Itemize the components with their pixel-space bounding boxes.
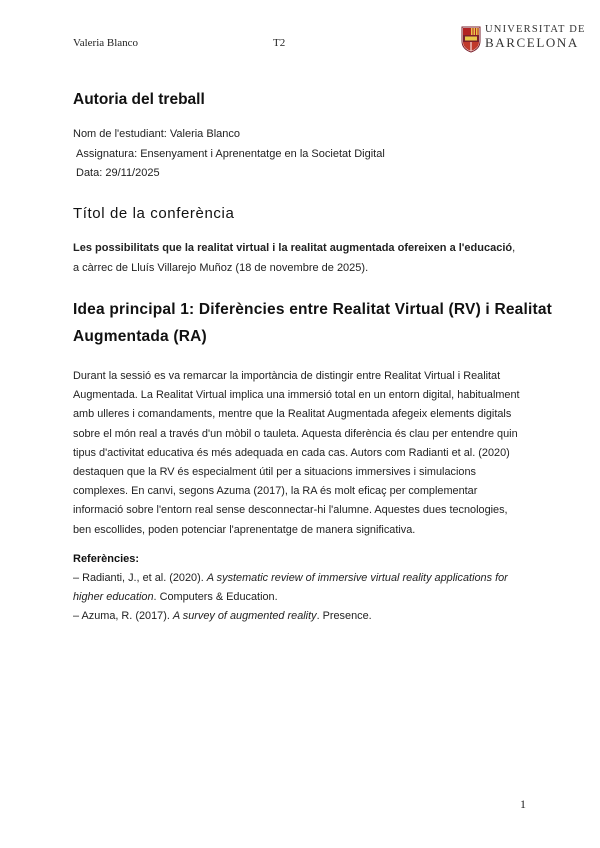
header-code: T2 xyxy=(273,37,286,49)
conference-title-end: , xyxy=(512,242,516,254)
reference-1 xyxy=(73,572,508,584)
idea-paragraph xyxy=(73,367,533,540)
ref1-title-a: A systematic review of immersive virtual reality applications for xyxy=(206,572,508,584)
paragraph-line: destaquen que la RV és especialment útil per a situacions immersives i simulacions xyxy=(73,466,476,479)
conference-speaker: a càrrec de Lluís Villarejo Muñoz (18 de novembre de 2025). xyxy=(73,262,369,274)
header-author: Valeria Blanco xyxy=(73,37,139,49)
paragraph-line: Durant la sessió es va remarcar la importància de distingir entre Realitat Virtual i Realitat xyxy=(73,370,501,382)
ref2-prefix: – Azuma, R. (2017). xyxy=(73,610,173,622)
ref2-title: A survey of augmented reality xyxy=(172,610,317,622)
ref1-title-b: higher education xyxy=(73,591,154,603)
ref1-suffix: . Computers & Education. xyxy=(153,591,278,603)
paragraph-line: complexes. En canvi, segons Azuma (2017), la RA és molt eficaç per complementar xyxy=(73,485,478,498)
page-number: 1 xyxy=(520,797,526,811)
ref1-prefix: – Radianti, J., et al. (2020). xyxy=(73,572,207,584)
paragraph-line: sobre el món real a través d'un mòbil o tauleta. Aquesta diferència és clau per entendre quin xyxy=(73,427,518,440)
paragraph-line: ben escollides, poden potenciar l'aprenentatge de manera significativa. xyxy=(73,523,416,536)
conference-title xyxy=(73,242,515,254)
reference-1-cont xyxy=(73,591,278,603)
paragraph-line: amb ulleres i comandaments, mentre que la Realitat Augmentada afegeix elements digitals xyxy=(73,408,512,421)
idea-title-line1: Idea principal 1: Diferències entre Realitat Virtual (RV) i Realitat xyxy=(73,301,553,318)
section-title-idea xyxy=(73,296,552,350)
section-title-conference: Títol de la conferència xyxy=(73,205,235,222)
idea-title-line2: Augmentada (RA) xyxy=(73,328,207,345)
reference-2 xyxy=(73,610,372,622)
paragraph-line: informació sobre l'entorn real sense desconnectar-hi l'alumne. Aquestes dues tecnologies, xyxy=(73,504,508,517)
paragraph-line: tipus d'activitat educativa és més adequada en cada cas. Autors com Radianti et al. (2020) xyxy=(73,446,510,459)
section-title-authorship: Autoria del treball xyxy=(73,91,205,108)
date: Data: 29/11/2025 xyxy=(76,167,160,179)
subject: Assignatura: Ensenyament i Aprenentatge en la Societat Digital xyxy=(76,148,385,160)
university-seal-icon xyxy=(461,25,481,53)
ref2-suffix: . Presence. xyxy=(316,610,372,622)
university-logo xyxy=(461,24,591,54)
logo-line1: UNIVERSITAT DE xyxy=(485,24,586,35)
paragraph-line: Augmentada. La Realitat Virtual implica una immersió total en un entorn digital, habitualment xyxy=(73,389,520,402)
conference-title-text: Les possibilitats que la realitat virtual i la realitat augmentada ofereixen a l'educació xyxy=(73,242,513,254)
student-name: Nom de l'estudiant: Valeria Blanco xyxy=(73,128,240,140)
logo-line2: BARCELONA xyxy=(485,34,579,50)
references-heading: Referències: xyxy=(73,553,140,565)
